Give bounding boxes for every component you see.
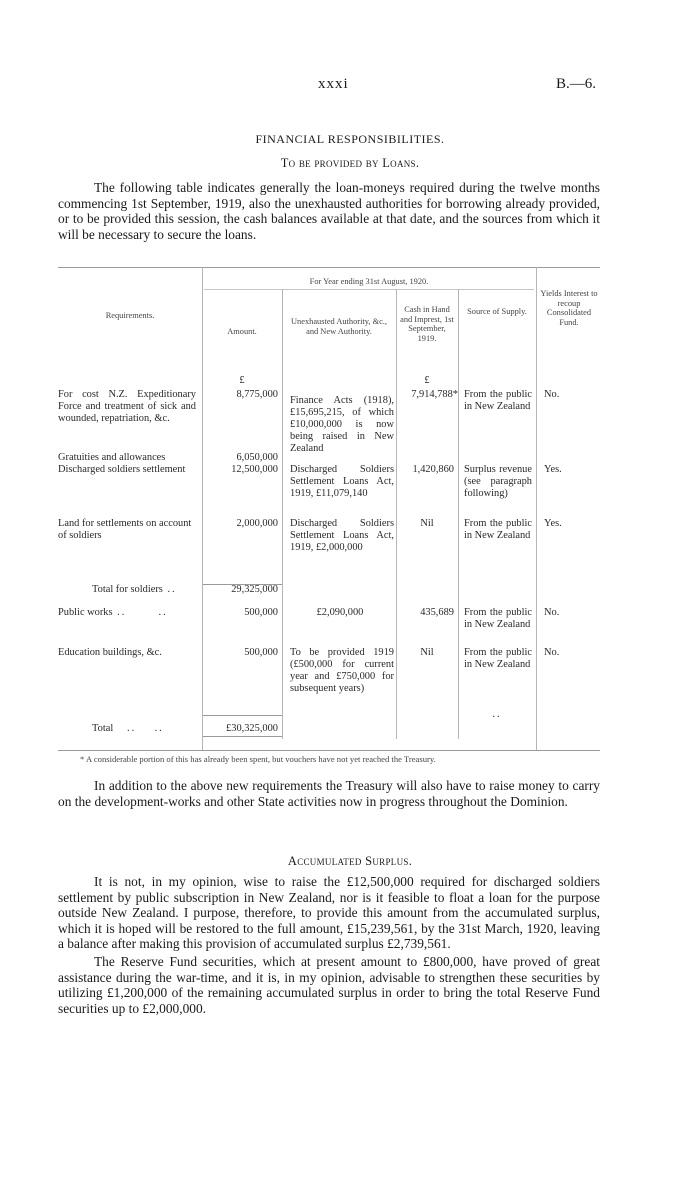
row-public-works-authority: £2,090,000 xyxy=(316,607,364,618)
intro-text: The following table indicates generally the loan-moneys required during the twelve months commencing 1st September, 1919, also the unexhausted authorities for borrowing already provided, or to be provided this session, the cash balances available at that date, and the sources from which it will be necessary to secure the loans. xyxy=(58,180,600,242)
row-public-works: Public works .. .. xyxy=(58,607,168,618)
col-header-source: Source of Supply. xyxy=(467,307,527,316)
row-discharged-amount: 12,500,000 xyxy=(231,464,278,475)
row-discharged-yields: Yes. xyxy=(544,464,562,475)
row-education-amount: 500,000 xyxy=(244,647,278,658)
surplus-paragraph-1: It is not, in my opinion, wise to raise the £12,500,000 required for discharged soldiers settlement by public subscription in New Zealand, nor is it feasible to float a loan for the purpose outside New Zealand. I purpose, therefore, to provide this amount from the accumulated surplus, which it is hoped will be restored to the full amount, £15,239,561, by the 31st March, 1920, leaving a balance after making this provision of accumulated surplus £2,739,561. xyxy=(58,874,600,952)
page-number: xxxi xyxy=(318,76,349,92)
total-underline xyxy=(202,736,282,737)
col-header-amount: Amount. xyxy=(227,327,257,336)
source-dots: .. xyxy=(492,709,502,720)
col-divider xyxy=(282,289,283,739)
section-title: FINANCIAL RESPONSIBILITIES. xyxy=(255,132,445,146)
col-divider xyxy=(458,289,459,739)
row-public-works-label: Public works xyxy=(58,607,113,618)
row-total: Total .. .. xyxy=(92,723,164,734)
row-cef-amount: 8,775,000 xyxy=(236,389,278,400)
row-total-label: Total xyxy=(92,723,114,734)
row-total-soldiers-label: Total for soldiers xyxy=(92,584,163,595)
total-rule xyxy=(202,715,282,716)
col-divider xyxy=(396,289,397,739)
row-public-works-cash: 435,689 xyxy=(420,607,454,618)
row-land-req: Land for settlements on account of soldiers xyxy=(58,518,192,541)
row-public-works-amount: 500,000 xyxy=(244,607,278,618)
col-header-requirements: Requirements. xyxy=(105,311,155,320)
row-total-soldiers-amount: 29,325,000 xyxy=(231,584,278,595)
row-education-source: From the public in New Zealand xyxy=(464,647,532,670)
section-subtitle: To be provided by Loans. xyxy=(280,156,420,170)
row-land-source: From the public in New Zealand xyxy=(464,518,532,541)
row-cef-req: For cost N.Z. Expeditionary Force and treatment of sick and wounded, repatriation, &c. xyxy=(58,389,196,424)
row-cef-yields: No. xyxy=(544,389,560,400)
after-table-paragraph xyxy=(58,778,600,809)
accumulated-surplus-title: Accumulated Surplus. xyxy=(287,854,413,868)
row-education-authority: To be provided 1919 (£500,000 for current year and £750,000 for subsequent years) xyxy=(290,647,394,694)
row-total-amount: £30,325,000 xyxy=(226,723,278,734)
col-header-authority: Unexhausted Authority, &c., and New Authority. xyxy=(291,317,387,336)
row-land-amount: 2,000,000 xyxy=(236,518,278,529)
row-public-works-yields: No. xyxy=(544,607,560,618)
table-footnote: * A considerable portion of this has already been spent, but vouchers have not yet reached the Treasury. xyxy=(80,754,436,764)
row-land-yields: Yes. xyxy=(544,518,562,529)
accumulated-surplus-body xyxy=(58,874,600,1016)
row-discharged-source: Surplus revenue (see paragraph following) xyxy=(464,464,532,499)
cash-currency: £ xyxy=(424,375,430,386)
row-cef-cash: 7,914,788* xyxy=(411,389,458,400)
col-divider xyxy=(202,267,203,750)
row-discharged-req: Discharged soldiers settlement xyxy=(58,464,186,475)
row-discharged-authority: Discharged Soldiers Settlement Loans Act, 1919, £11,079,140 xyxy=(290,464,394,499)
row-land-authority: Discharged Soldiers Settlement Loans Act, 1919, £2,000,000 xyxy=(290,518,394,553)
loan-table xyxy=(58,267,600,753)
row-total-soldiers: Total for soldiers .. xyxy=(92,584,177,595)
row-land-cash: Nil xyxy=(420,518,434,529)
col-header-cash: Cash in Hand and Imprest, 1st September, 1919. xyxy=(400,305,454,343)
intro-paragraph xyxy=(58,180,600,242)
col-divider xyxy=(536,267,537,750)
row-education-cash: Nil xyxy=(420,647,434,658)
surplus-paragraph-2: The Reserve Fund securities, which at present amount to £800,000, have proved of great assistance during the war-time, and it is, in my opinion, advisable to strengthen these securities by utilizing £1,200,000 of the remaining accumulated surplus in order to bring the total Reserve Fund securities up to £2,000,000. xyxy=(58,953,600,1016)
row-gratuities-amount: 6,050,000 xyxy=(236,452,278,463)
row-education-yields: No. xyxy=(544,647,560,658)
group-header: For Year ending 31st August, 1920. xyxy=(309,277,429,286)
table-top-rule xyxy=(58,267,600,268)
row-gratuities-req: Gratuities and allowances xyxy=(58,452,166,463)
amount-currency: £ xyxy=(239,375,245,386)
row-discharged-cash: 1,420,860 xyxy=(412,464,454,475)
table-bottom-rule xyxy=(58,750,600,751)
page-reference: B.—6. xyxy=(556,76,597,92)
row-public-works-source: From the public in New Zealand xyxy=(464,607,532,630)
row-education-req: Education buildings, &c. xyxy=(58,647,162,658)
row-cef-source: From the public in New Zealand xyxy=(464,389,532,412)
group-header-rule xyxy=(204,289,534,290)
row-cef-authority: Finance Acts (1918), £15,695,215, of which £10,000,000 is now being raised in New Zealand xyxy=(290,395,394,454)
col-header-yields: Yields Interest to recoup Consolidated Fund. xyxy=(540,289,598,327)
after-table-text: In addition to the above new requirements the Treasury will also have to raise money to carry on the development-works and other State activities now in progress throughout the Dominion. xyxy=(58,778,600,809)
